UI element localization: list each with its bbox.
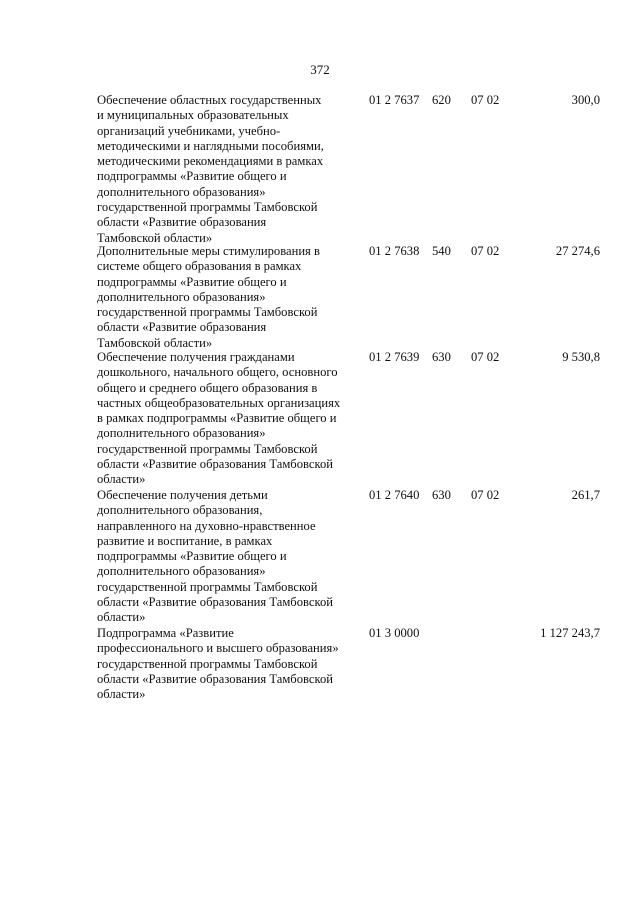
row-type: 540 — [432, 244, 451, 258]
description-line: Подпрограмма «Развитие — [97, 626, 234, 640]
description-line: Дополнительные меры стимулирования в — [97, 244, 320, 258]
row-section: 07 02 — [471, 350, 500, 364]
description-line: направленного на духовно-нравственное — [97, 518, 316, 533]
description-line: методическими и наглядными пособиями, — [97, 138, 324, 153]
page-number: 372 — [310, 62, 330, 77]
row-amount: 300,0 — [571, 93, 600, 107]
description-line: государственной программы Тамбовской — [97, 200, 318, 215]
row-code: 01 2 7639 — [369, 350, 420, 364]
description-line: в рамках подпрограммы «Развитие общего и — [97, 411, 337, 426]
table-row — [0, 244, 640, 350]
description-line: области» — [97, 687, 146, 702]
row-amount: 27 274,6 — [555, 244, 600, 258]
description-line: системе общего образования в рамках — [97, 259, 302, 274]
description-line: Тамбовской области» — [97, 335, 213, 350]
description-line: методическими рекомендациями в рамках — [97, 154, 324, 169]
description-line: и муниципальных образовательных — [97, 108, 289, 123]
description-line: общего и среднего общего образования в — [97, 380, 318, 395]
description-line: организаций учебниками, учебно- — [97, 123, 281, 138]
description-line: частных общеобразовательных организациях — [97, 395, 341, 410]
row-amount: 1 127 243,7 — [540, 626, 600, 640]
row-amount: 261,7 — [571, 488, 600, 502]
row-section: 07 02 — [471, 93, 500, 107]
row-description — [97, 350, 362, 488]
table-row — [0, 350, 640, 488]
table-row — [0, 93, 640, 244]
row-section: 07 02 — [471, 488, 500, 502]
row-type: 620 — [432, 93, 451, 107]
row-description — [97, 244, 362, 351]
row-type: 630 — [432, 350, 451, 364]
description-line: области» — [97, 472, 146, 487]
row-amount: 9 530,8 — [562, 350, 600, 364]
table-row — [0, 488, 640, 626]
description-line: развитие и воспитание, в рамках — [97, 533, 273, 548]
description-line: области «Развитие образования Тамбовской — [97, 671, 333, 686]
description-line: дополнительного образования» — [97, 426, 266, 441]
row-type: 630 — [432, 488, 451, 502]
description-line: подпрограммы «Развитие общего и — [97, 549, 287, 564]
description-line: дополнительного образования» — [97, 564, 266, 579]
row-code: 01 2 7638 — [369, 244, 420, 258]
description-line: дошкольного, начального общего, основного — [97, 365, 338, 380]
description-line: государственной программы Тамбовской — [97, 579, 318, 594]
description-line: профессионального и высшего образования» — [97, 641, 339, 656]
row-code: 01 2 7640 — [369, 488, 420, 502]
description-line: области «Развитие образования — [97, 320, 267, 335]
description-line: области «Развитие образования Тамбовской — [97, 595, 333, 610]
budget-table — [0, 93, 640, 706]
row-section: 07 02 — [471, 244, 500, 258]
table-row — [0, 626, 640, 706]
description-line: области «Развитие образования — [97, 215, 267, 230]
row-description — [97, 488, 362, 626]
description-line: подпрограммы «Развитие общего и — [97, 169, 287, 184]
description-line: Тамбовской области» — [97, 230, 213, 245]
description-line: дополнительного образования» — [97, 289, 266, 304]
description-line: государственной программы Тамбовской — [97, 656, 318, 671]
row-description — [97, 626, 362, 702]
row-description — [97, 93, 362, 246]
row-code: 01 3 0000 — [369, 626, 420, 640]
row-code: 01 2 7637 — [369, 93, 420, 107]
description-line: области» — [97, 610, 146, 625]
description-line: государственной программы Тамбовской — [97, 441, 318, 456]
description-line: дополнительного образования» — [97, 184, 266, 199]
description-line: государственной программы Тамбовской — [97, 305, 318, 320]
description-line: области «Развитие образования Тамбовской — [97, 457, 333, 472]
description-line: дополнительного образования, — [97, 503, 263, 518]
description-line: Обеспечение получения детьми — [97, 488, 268, 502]
description-line: подпрограммы «Развитие общего и — [97, 274, 287, 289]
description-line: Обеспечение областных государственных — [97, 93, 322, 107]
description-line: Обеспечение получения гражданами — [97, 350, 295, 364]
